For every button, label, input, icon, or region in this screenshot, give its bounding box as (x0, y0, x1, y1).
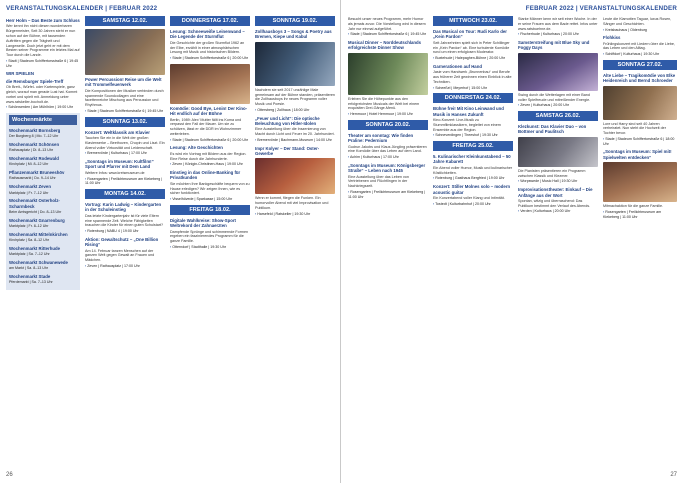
location-marker-icon: › (170, 56, 172, 61)
event-text: Wenn er kommt, fliegen die Funken. Ein humorvoller Abend mit viel Improvisation und Publikum. (255, 196, 329, 210)
event-text: Kino-Konzert: Live-Musik zu Stummfilmklassikern, begleitet von einem Ensemble aus der Region. (433, 118, 501, 132)
event-text: Seit Jahrzehnten spielt sich in Peter Schillinger ein „Kein Pardon“ ab. Eine turbulente Komödie rund um einen erfolglosen Moderator. (433, 40, 510, 55)
event-photo (518, 53, 598, 91)
market-title: Wochenmarkt Ritterhude (9, 245, 61, 251)
location-marker-icon: › (603, 52, 605, 57)
location-marker-icon: › (85, 229, 87, 234)
location-marker-icon: › (603, 209, 605, 214)
market-info: Kirchplatz | Mi. 8–12 Uhr (9, 162, 49, 167)
markets-list (9, 128, 77, 285)
market-title: Pflanzenmarkt Bruneeshöv (9, 170, 65, 176)
market-title: Wochenmarkt Rodewald (9, 156, 59, 162)
market-title: Wochenmarkt Gnarrenburg (9, 217, 65, 223)
location-marker-icon: › (170, 197, 172, 202)
location-marker-icon: › (85, 263, 87, 268)
event-info: › Otterndorf | Stadthalle | 19:30 Uhr (170, 245, 227, 250)
market-title: Wochenmarkt Bornsberg (9, 128, 61, 134)
event-info: › Hemmoor | Hotel Hemmoor | 19:00 Uhr (348, 112, 413, 117)
location-marker-icon: › (433, 85, 435, 90)
location-marker-icon: › (603, 137, 605, 142)
column-5 (348, 16, 428, 469)
event-text: Wer kennt ihn nicht diesen wunderbaren Bürgermeister, Seit 30 Jahren steht er nun schon auf der Bühne, mit tausenden Auftritten gegen die Trägheit und Langeweile. Doch jetzt geht er mit dem Besten seiner Programme ein letztes Mal auf Tour durch die Lande. (6, 24, 80, 58)
event-photo (603, 86, 677, 120)
event-photo (255, 42, 335, 86)
event-info: › Zeven | Königin-Christinen-Haus | 19:00 Uhr (170, 162, 243, 167)
event-title: Alte Liebe – Tragikomödie von Elke Heidenreich und Bernd Schroeder (603, 72, 676, 84)
event-info: › Stade | Stadeum Schiffertorstraße 6 | 20:00 Uhr (170, 56, 249, 61)
date-band: MONTAG 14.02. (85, 189, 165, 199)
event-info: › Schneverdingen | Theeshof | 19:30 Uhr (433, 133, 498, 138)
event-text: Am 14. Februar tanzen Menschen auf der ganzen Welt gegen Gewalt an Frauen und Mädchen. (85, 248, 155, 263)
event-title: „Sonntags im Museum: Königsberger Straße“ – Leben nach 1945 (348, 162, 426, 174)
event-text: Dampfende Sprünge und schimmernde Formen ergeben ein faszinierendes Programm für die ganze Familie. (170, 229, 249, 244)
event-text: Nachdem sie seit 2017 unzählige Male gemeinsam auf der Bühne standen, präsentieren die Zollhausboys ihr neues Programm voller Musik und Poesie. (255, 87, 335, 107)
event-title: Zollhausboys 3 – Songs & Poetry aus Bremen, Kiepe und Kabul (255, 29, 332, 40)
event-text: Weitere Infos: www.kreismuseum.de (85, 170, 145, 175)
location-marker-icon: › (6, 105, 8, 110)
event-info: › Achim | Kulturhaus | 17:00 Uhr (348, 155, 399, 160)
event-title: Aktion: Gewaltschutz – „One Billion Rising“ (85, 236, 159, 248)
market-info: Beim Amtsgericht | Do. 8–13 Uhr (9, 209, 62, 214)
location-marker-icon: › (348, 155, 350, 160)
column-4 (255, 16, 335, 469)
event-text: Ob Brett-, Würfel- oder Kartenspiele, ganz gleich, worauf man gerade Lust hat. Kommt vorbei und spielt mit. Anmeldung unter www.ratskeller-bocholt.de. (6, 85, 78, 104)
market-info: Pferdemarkt | Sa. 7–13 Uhr (9, 280, 53, 285)
location-marker-icon: › (6, 59, 8, 64)
event-title: „Feuer und Licht“: Die optische Beleuchtung von Hitler-Idolen (255, 115, 320, 126)
location-marker-icon: › (433, 56, 435, 61)
market-title: Wochenmarkt Zeven (9, 184, 51, 190)
event-text: Erleben Sie die Höhepunkte aus den erfolgreichsten Musicals der Welt bei einem exquisiten Drei-Gänge-Menü. (348, 96, 420, 111)
event-title: Das Musical on Tour: Rudi Karlo der „Kein Pardon“ (433, 29, 507, 40)
event-title: Power Percussion! Reise um die Welt mit Trommelfeuerwerk (85, 77, 162, 88)
date-band: FREITAG 25.02. (433, 141, 513, 151)
event-photo (348, 53, 428, 95)
event-photo (255, 158, 335, 194)
event-text: Das letzte Kindergartenjahr ist für viele Eltern eine spannende Zeit. Welche Fähigkeiten brauchen die Kinder für einen guten Schulstart? (85, 213, 164, 228)
event-title: Digitale Wahlkreise: Show-Sport Weltrekord der Zahnaerzten (170, 217, 236, 229)
event-info: › Stade | Stadeum Schiffertorstraße 6 | 19:45 Uhr (85, 108, 164, 113)
event-info: › Zeven | Rathausplatz | 17:00 Uhr (85, 263, 140, 268)
page-right (342, 0, 683, 483)
event-text: Starke Männer kenn wir seit einer Woche. In der er seine Frauen aus dem Bade rettet. Infos unter www.ratsbuehne.de. (518, 17, 598, 31)
page-number-left: 26 (6, 472, 13, 478)
market-title: Wochenmarkt Stade (9, 273, 51, 279)
event-photo (518, 137, 598, 167)
event-title: Vortrag: Karin Ladwig – Kindergarten in der Schuleinstieg (85, 201, 162, 213)
event-info: › Buxtehude | Halepaghen-Bühne | 20:00 Uhr (433, 56, 506, 61)
event-photo (85, 29, 165, 75)
location-marker-icon: › (518, 179, 520, 184)
event-text: Eine Ausstellung über das Leben von Vertriebenen und Flüchtlingen in der Nachkriegszeit. (348, 174, 409, 189)
event-title: Einstieg in das Online-Banking für Privatkunden (170, 170, 241, 181)
event-text: Frühlingskonzert mit Liedern über die Liebe, das Leben und den Alltag. (603, 41, 675, 51)
location-marker-icon: › (255, 211, 257, 216)
event-text: Besucht unser neues Programm, mehr Humor als jemals zuvor. Die Vorstellung wird in diesem Jahr nur einmal aufgeführt. (348, 17, 426, 31)
event-info: › Stade | Stadeum Schiffertorstraße 6 | 20:00 Uhr (170, 137, 249, 142)
event-title: Garnerationen auf Hand (433, 63, 482, 69)
event-text: Tauchen Sie ein in die Welt der großen Klavierwerke – Beethoven, Chopin und Liszt. Ein Abend voller Virtuosität und Leidenschaft. (85, 136, 165, 150)
event-text: Gudrun Jakobs und Klaus Jüngling präsentieren eine Komödie über das Leben auf dem Land. (348, 144, 427, 154)
event-photo (170, 64, 250, 104)
event-info: › Rosengarten | Freilichtmuseum am Kiekeberg | 11:00 Uhr (603, 209, 662, 219)
event-title: Lesung: Schneeweiße Leinenwand – Die Legende der Sturmflut (170, 29, 245, 40)
location-marker-icon: › (85, 108, 87, 113)
event-info: › Scheeßel | Meyerhof | 15:00 Uhr (433, 85, 488, 90)
event-title: WIR SPIELEN (6, 71, 34, 77)
location-marker-icon: › (603, 27, 605, 32)
event-title: Flohkiss (603, 35, 621, 41)
event-text: Ein Konzertabend voller Klang und Intimität. (433, 195, 505, 200)
event-title: Theater am sonntag: Wie finden Praline: Pedernium (348, 132, 414, 144)
market-info: Der Burgberg 8 | Mo. 7–12 Uhr (9, 134, 59, 139)
location-marker-icon: › (255, 137, 257, 142)
market-info: Marktplatz | Sa. 7–12 Uhr (9, 252, 50, 256)
location-marker-icon: › (170, 137, 172, 142)
event-title: Impr Kolyer – Der Stand: Oster-Gewerbe (255, 145, 320, 157)
event-info: › Rotenburg | Gasthaus Bergfried | 19:00 Uhr (433, 176, 505, 181)
event-text: Die Kompositionen der Musiker verbinden durch spannende Soundcollagen und eine facettenreiche Mischung aus Percussion und Rhythmus. (85, 88, 164, 108)
event-text: Berlin, 1989: Alex' Mutter fällt ins Koma und verpasst den Fall der Mauer. Um sie zu schützen, lässt er die DDR im Wohnzimmer weiterleben. (170, 117, 242, 136)
event-info: › Schiffdorf | Kulturhaus | 19:30 Uhr (603, 52, 660, 57)
column-8 (603, 16, 677, 469)
column-1 (6, 16, 80, 469)
page-header-right: FEBRUAR 2022 | VERANSTALTUNGSKALENDER (525, 5, 677, 12)
event-text: Es wird ein Vortrag mit Bildern aus der Region. Eine Reise durch die Jahrhunderte. (170, 151, 247, 161)
event-info: › Stade | Stadeum Schiffertorstraße 6 | 18:00 Uhr (603, 137, 675, 146)
event-text: Swing durch die Wetterlagen mit einer Band voller Spielfreude und mitreißender Energie. (518, 92, 591, 102)
event-title: 5. Kulinarischer Kleinkunstabend – 50 Jahre Kabarett (433, 154, 511, 165)
event-info: › Rosengarten | Freilichtmuseum am Kiekeberg | 11:00 Uhr (348, 190, 426, 199)
column-3 (170, 16, 250, 469)
event-title: „Sonntags im Museum: Kultfilm!“ Sport und Pfarrer mit Dem Land (85, 159, 154, 170)
event-title: Komödie: Good Bye, Lenin! Der Kino-Hit endlich auf der Bühne (170, 105, 248, 117)
date-band: SONNTAG 13.02. (85, 117, 165, 127)
market-title: Wochenmarkt Osterholz-Scharmbeck (9, 198, 60, 209)
event-title: Konzert: Stiller Molnes solo – modern acoustic guitar (433, 184, 511, 195)
page-left (0, 0, 341, 483)
column-7 (518, 16, 598, 469)
page-number-right: 27 (670, 472, 677, 478)
date-band: MITTWOCH 23.02. (433, 16, 513, 26)
event-title: Klezkunst: Das Klavier Duo – von Bottmer und Paulitsch (518, 124, 587, 135)
event-text: Leute die Klamotten Taguar, luxus Rosen, Sänger und Geschichten. (603, 17, 672, 26)
location-marker-icon: › (85, 176, 87, 181)
location-marker-icon: › (433, 176, 435, 181)
date-band: SONNTAG 27.02. (603, 60, 677, 70)
event-info: › Stadt | Stadeum Schiffertorsstraße 6 | 19:45 Uhr (6, 59, 79, 68)
date-band: SAMSTAG 12.02. (85, 16, 165, 26)
markets-band: Wochenmärkte (9, 115, 77, 125)
location-marker-icon: › (170, 245, 172, 250)
event-text: Die Pianisten präsentieren ein Programm zwischen Klassik und Klezmer. (518, 168, 586, 178)
event-info: › Fischerhude | Kulturhaus | 20:00 Uhr (518, 32, 579, 37)
location-marker-icon: › (85, 151, 87, 156)
event-info: › Worpswede | Music Hall | 19:30 Uhr (518, 179, 578, 184)
market-info: Marktplatz | Fr. 7–12 Uhr (9, 190, 49, 195)
event-subtitle: die Remsburger Spiele-Treff (6, 78, 64, 84)
event-text: Sie möchten Ihre Bankgeschäfte bequem von zu Hause erledigen? Wir zeigen Ihnen, wie es sicher funktioniert. (170, 181, 250, 196)
event-title: Improvisationstheater: Einkauf – Die Anfänge aus der Wort (518, 187, 593, 198)
event-title: Herr Holm – Das Beste zum Schluss (6, 18, 80, 23)
date-band: DONNERSTAG 24.02. (433, 93, 513, 103)
location-marker-icon: › (518, 209, 520, 214)
event-text: Die Geschichte der großen Sturmflut 1962 an der Elbe, erzählt in einer atmosphärischen Lesung mit Musik und historischen Bildern. (170, 40, 245, 55)
event-info: › Ottersberg | Zollhaus | 18:00 Uhr (255, 107, 310, 112)
page-header-left: VERANSTALTUNGSKALENDER | FEBRUAR 2022 (6, 5, 158, 12)
event-info: › Verden | Kulturhaus | 20:00 Uhr (518, 209, 571, 214)
event-title: Bühne frei! Mit Kino Leinwand und Musik in Hanses Zukunft (433, 106, 504, 117)
market-info: Rathausmarkt | Do. 9–14 Uhr (9, 176, 56, 181)
date-band: SAMSTAG 26.02. (518, 111, 598, 121)
location-marker-icon: › (348, 32, 350, 37)
event-info: › Tostedt | Kulturbahnhof | 20:00 Uhr (433, 201, 491, 206)
event-info: › Bremervörde | Kulturhaus | 17:00 Uhr (85, 151, 147, 156)
location-marker-icon: › (433, 133, 435, 138)
event-info: › Rosengarten | Freilichtmuseum am Kiekeberg | 11:00 Uhr (85, 176, 163, 186)
event-photo (603, 162, 677, 202)
event-text: Mitmachaktion für die ganze Familie. (603, 204, 664, 209)
event-title: Musical Dinner – Norddeutschlands erfolgreichste Dinner Show (348, 40, 422, 51)
markets-box (6, 113, 80, 290)
location-marker-icon: › (518, 103, 520, 108)
market-info: Marktplatz | Fr. 8–12 Uhr (9, 223, 49, 228)
event-info: › Schönwerden | Am Mühlhörn | 19:00 Uhr (6, 105, 73, 110)
event-info: › Visselhövede | Sparkasse | 15:00 Uhr (170, 197, 233, 202)
market-title: Wochenmarkt Schönsen (9, 142, 60, 148)
event-text: Eine Ausstellung über die Inszenierung von Macht durch Licht und Feuer im 20. Jahrhundert. (255, 127, 335, 137)
location-marker-icon: › (348, 112, 350, 117)
event-text: Spontan, witzig und überraschend: Das Publikum bestimmt den Verlauf des Abends. (518, 198, 591, 208)
event-info: › Bremervörde | Bachmann-Museum | 14:00 Uhr (255, 137, 332, 142)
date-band: FREITAG 18.02. (170, 205, 250, 215)
column-2 (85, 16, 165, 469)
event-title: „Sonntags im Museum: Spiel mit! Spielwelten entdecken“ (603, 149, 672, 160)
event-info: › Harsefeld | Ratskeller | 19:30 Uhr (255, 211, 311, 216)
event-info: › Kreisbauhaus | Oldenburg (603, 27, 647, 32)
location-marker-icon: › (433, 201, 435, 206)
date-band: SONNTAG 19.02. (255, 16, 335, 26)
event-info: › Zeven | Kulturhaus | 20:00 Uhr (518, 103, 570, 108)
location-marker-icon: › (348, 190, 350, 195)
event-text: Lore und Harry sind seit 40 Jahren verheiratet. Nun steht die Hochzeit der Tochter bevor. (603, 121, 666, 136)
date-band: DONNERSTAG 17.02. (170, 16, 250, 26)
event-text: Jasie vom Handwerk „Brunnenbau“ und Berufe aus früherer Zeit gewinnen einen Einblick in alte Techniken. (433, 70, 512, 84)
event-title: Samsterstreifung mit Blue Sky und Foggy Days (518, 40, 590, 51)
location-marker-icon: › (255, 107, 257, 112)
location-marker-icon: › (170, 162, 172, 167)
market-info: am Markt | Sa. 8–13 Uhr (9, 266, 49, 271)
event-text: Ein Abend voller Humor, Musik und kulinarischer Köstlichkeiten. (433, 165, 513, 175)
event-info: › Stade | Stadeum Schiffertorstraße 6 | 19:45 Uhr (348, 32, 427, 37)
event-title: Konzert: Weltklassik am Klavier (85, 129, 150, 135)
date-band: SONNTAG 20.02. (348, 120, 428, 130)
event-info: › Rotenburg | NABU 4 | 19:00 Uhr (85, 229, 139, 234)
column-6 (433, 16, 513, 469)
market-info: Rathausplatz | Di. 8–13 Uhr (9, 148, 54, 153)
market-title: Wochenmarkt Mittelnkirchen (9, 231, 68, 237)
location-marker-icon: › (518, 32, 520, 37)
event-title: Lesung: Alte Geschichten (170, 145, 223, 151)
market-info: Kirchplatz | Sa. 8–12 Uhr (9, 237, 49, 242)
market-title: Wochenmarkt Schwanewede (9, 259, 68, 265)
